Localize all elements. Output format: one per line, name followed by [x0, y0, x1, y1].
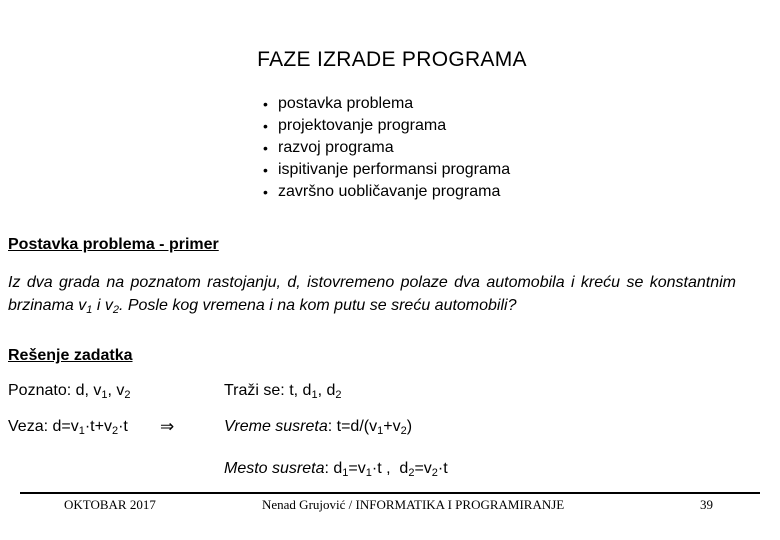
phase-item — [262, 137, 510, 159]
meeting-time-subscript: 2 — [400, 425, 407, 437]
footer-divider — [20, 492, 760, 494]
bullet-icon: • — [263, 162, 268, 178]
phase-label: projektovanje programa — [278, 117, 447, 134]
known-subscript: 2 — [124, 389, 131, 401]
relation-subscript: 2 — [111, 425, 119, 437]
slide-title-text: FAZE IZRADE PROGRAMA — [257, 48, 527, 71]
meeting-place-subscript: 2 — [408, 467, 415, 479]
meeting-place-expr: : d — [324, 460, 343, 477]
footer-page-number: 39 — [700, 497, 713, 512]
sought-values — [224, 382, 341, 400]
phase-item — [262, 93, 510, 115]
example-text — [8, 271, 736, 317]
meeting-place-subscript: 1 — [365, 467, 372, 479]
phase-label: ispitivanje performansi programa — [278, 161, 511, 178]
relation-subscript: 1 — [78, 425, 85, 437]
sought-subscript: 2 — [335, 389, 342, 401]
known-values — [8, 382, 131, 400]
solution-heading: Rešenje zadatka — [8, 347, 133, 364]
meeting-place-expr: =v — [348, 460, 366, 477]
example-text-part: i v — [92, 297, 113, 314]
known-text: , v — [107, 382, 125, 399]
example-text-part: . Posle kog vremena i na kom putu se sreću automobili? — [118, 297, 517, 314]
slide-title — [0, 48, 780, 72]
meeting-time-subscript: 1 — [377, 425, 384, 437]
meeting-place-expr: ·t , d — [371, 460, 409, 477]
relation-text: ·t+v — [84, 418, 112, 435]
bullet-icon: • — [263, 140, 268, 156]
meeting-place-expr: =v — [414, 460, 432, 477]
sought-subscript: 1 — [311, 389, 318, 401]
meeting-place-subscript: 1 — [342, 467, 349, 479]
bullet-icon: • — [263, 118, 268, 134]
known-subscript: 1 — [101, 389, 108, 401]
phase-item — [262, 159, 510, 181]
meeting-place — [224, 460, 448, 478]
relation-text: Veza: d=v — [8, 418, 79, 435]
example-heading: Postavka problema - primer — [8, 236, 219, 253]
sought-text: , d — [317, 382, 336, 399]
phase-label: postavka problema — [278, 95, 414, 112]
example-text-part: Iz dva grada na poznatom rastojanju, d, istovremeno polaze dva automobila i kreću se konstantnim brzinama v — [8, 274, 736, 314]
phase-item — [262, 115, 510, 137]
implies-icon: ⇒ — [160, 417, 175, 436]
phase-label: razvoj programa — [278, 139, 394, 156]
example-subscript: 1 — [86, 304, 93, 316]
relation-text: ·t — [118, 418, 128, 435]
phase-item — [262, 181, 510, 203]
meeting-time-expr: +v — [383, 418, 401, 435]
known-text: Poznato: d, v — [8, 382, 102, 399]
bullet-icon: • — [263, 184, 268, 200]
meeting-place-expr: ·t — [437, 460, 448, 477]
phases-list — [262, 93, 510, 203]
example-subscript: 2 — [112, 304, 119, 316]
relation — [8, 418, 128, 436]
meeting-time-expr: : t=d/(v — [327, 418, 378, 435]
meeting-time-label: Vreme susreta — [224, 418, 328, 435]
sought-text: Traži se: t, d — [224, 382, 312, 399]
meeting-place-subscript: 2 — [431, 467, 438, 479]
footer-author: Nenad Grujović / INFORMATIKA I PROGRAMIRANJE — [262, 497, 565, 512]
bullet-icon: • — [263, 96, 268, 112]
meeting-place-label: Mesto susreta — [224, 460, 325, 477]
meeting-time — [224, 418, 412, 436]
phase-label: završno uobličavanje programa — [278, 183, 501, 200]
meeting-time-expr: ) — [406, 418, 413, 435]
footer-date: OKTOBAR 2017 — [64, 497, 156, 512]
